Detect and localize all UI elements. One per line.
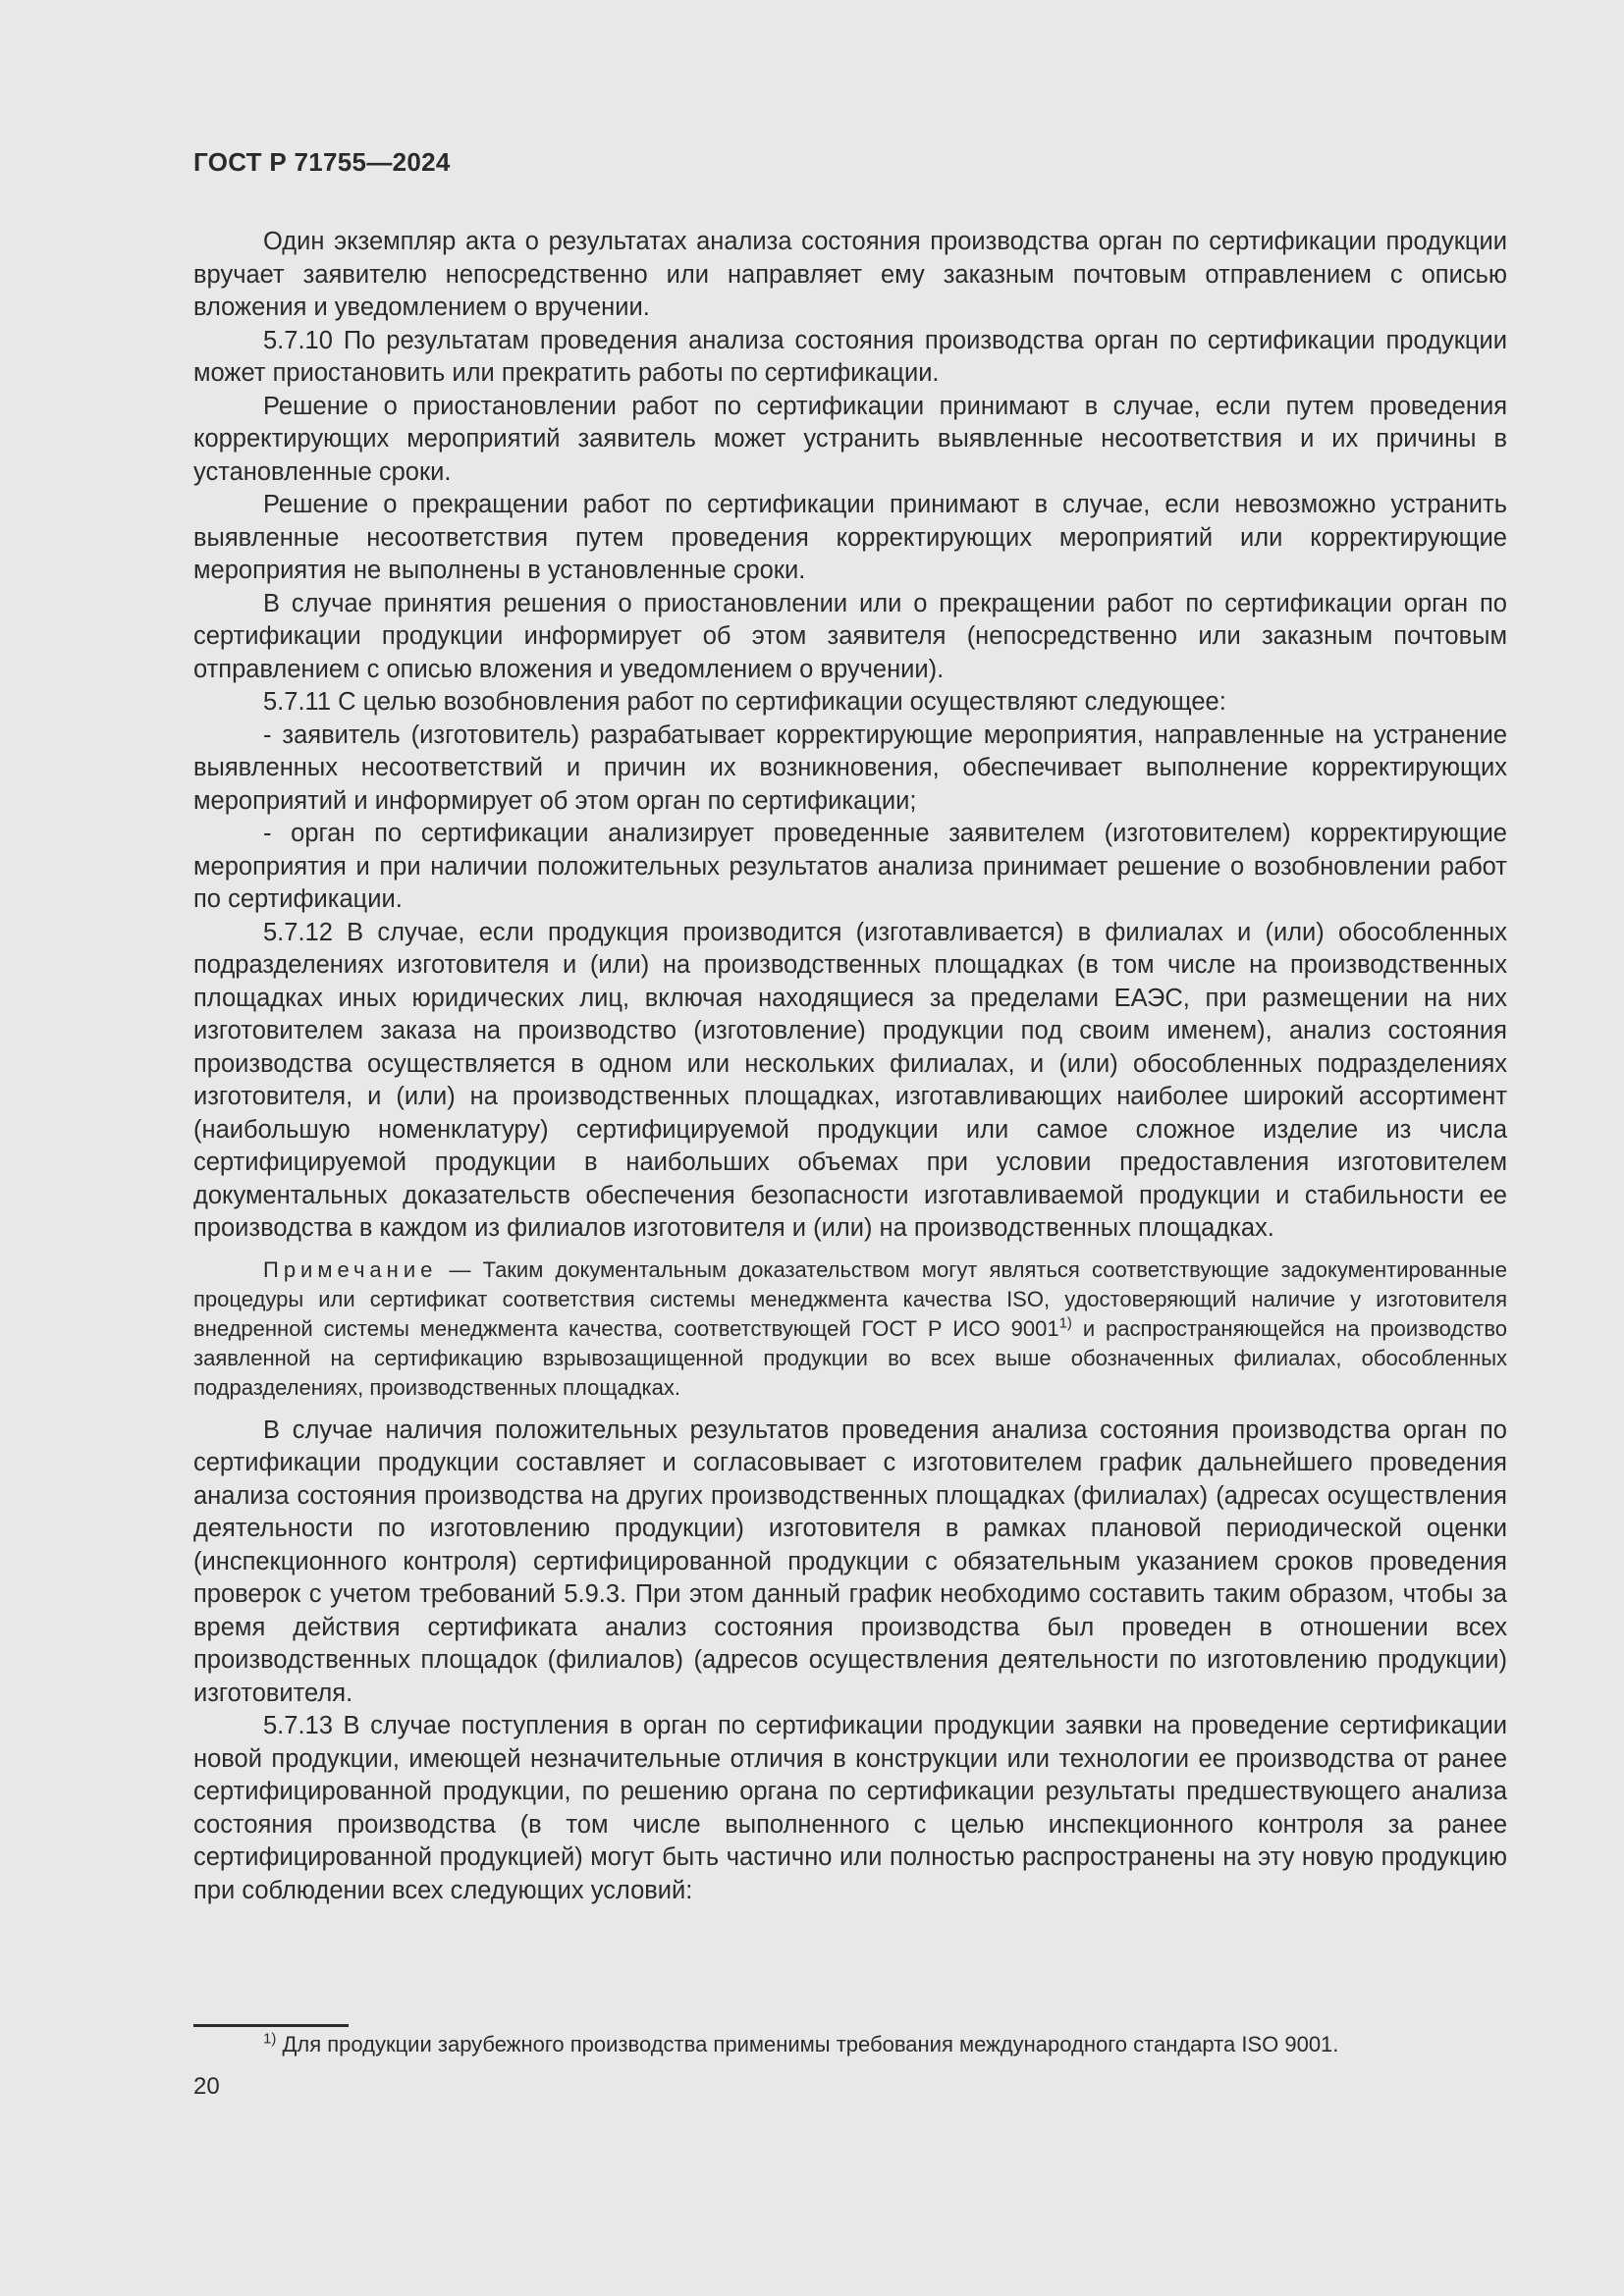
note-block — [193, 1255, 1507, 1403]
footnote-reference: 1) — [1058, 1314, 1072, 1332]
paragraph: В случае принятия решения о приостановлении или о прекращении работ по сертификации орган по сертификации продукции информирует об этом заявителя (непосредственно или заказным почтовым отправлением с описью вложения и уведомлением о вручении). — [193, 589, 1507, 683]
footnote-divider — [193, 2024, 349, 2027]
footnote — [263, 2030, 1510, 2059]
document-header-title: ГОСТ Р 71755—2024 — [193, 147, 451, 177]
page-number: 20 — [193, 2073, 220, 2100]
paragraph: Один экземпляр акта о результатах анализа состояния производства орган по сертификации продукции вручает заявителю непосредственно или направляет ему заказным почтовым отправлением с описью вложения и уведомлением о вручении. — [193, 228, 1507, 321]
paragraph: В случае наличия положительных результатов проведения анализа состояния производства орган по сертификации продукции составляет и согласовывает с изготовителем график дальнейшего проведения анализа состояния производства на других производственных площадках (филиалах) (адресах осуществления деятельности по изготовлению продукции) изготовителя в рамках плановой периодической оценки (инспекционного контроля) сертифицированной продукции с обязательным указанием сроков проведения проверок с учетом требований 5.9.3. При этом данный график необходимо составить таким образом, чтобы за время действия сертификата анализ состояния производства был проведен в отношении всех производственных площадок (филиалов) (адресов осуществления деятельности по изготовлению продукции) изготовителя. — [193, 1415, 1507, 1707]
list-item: - орган по сертификации анализирует проведенные заявителем (изготовителем) корректирующие мероприятия и при наличии положительных результатов анализа принимает решение о возобновлении работ по сертификации. — [193, 820, 1507, 913]
note-text: — Таким документальным доказательством могут являться соответствующие задокументированные процедуры или сертификат соответствия системы менеджмента качества ISO, удостоверяющий наличие у изготовителя внедренной системы менеджмента качества, соответствующей ГОСТ Р ИСО 9001 — [193, 1256, 1507, 1341]
paragraph: 5.7.13 В случае поступления в орган по сертификации продукции заявки на проведение сертификации новой продукции, имеющей незначительные отличия в конструкции или технологии ее производства от ранее сертифицированной продукции, по решению органа по сертификации результаты предшествующего анализа состояния производства (в том числе выполненного с целью инспекционного контроля за ранее сертифицированной продукцией) могут быть частично или полностью распространены на эту новую продукцию при соблюдении всех следующих условий: — [193, 1712, 1507, 1904]
footnote-marker: 1) — [263, 2030, 277, 2048]
paragraph: Решение о приостановлении работ по сертификации принимают в случае, если путем проведения корректирующих мероприятий заявитель может устранить выявленные несоответствия и их причины в установленные сроки. — [193, 392, 1507, 486]
list-item: - заявитель (изготовитель) разрабатывает корректирующие мероприятия, направленные на устранение выявленных несоответствий и причин их возникновения, обеспечивает выполнение корректирующих мероприятий и информирует об этом орган по сертификации; — [193, 721, 1507, 815]
document-body — [193, 226, 1507, 1907]
paragraph: 5.7.10 По результатам проведения анализа состояния производства орган по сертификации продукции может приостановить или прекратить работы по сертификации. — [193, 326, 1507, 387]
paragraph: 5.7.11 С целью возобновления работ по сертификации осуществляют следующее: — [263, 688, 1226, 716]
note-text-continued: и распространяющейся на производство заявленной на сертификацию взрывозащищенной продукции во всех выше обозначенных филиалах, обособленных подразделениях, производственных площадках. — [193, 1315, 1508, 1400]
note-label: Примечание — [263, 1256, 438, 1282]
paragraph: 5.7.12 В случае, если продукция производится (изготавливается) в филиалах и (или) обособленных подразделениях изготовителя и (или) на производственных площадках (в том числе на производственных площадках иных юридических лиц, включая находящиеся за пределами ЕАЭС, при размещении на них изготовителем заказа на производство (изготовление) продукции под своим именем), анализ состояния производства осуществляется в одном или нескольких филиалах, и (или) обособленных подразделениях изготовителя, и (или) на производственных площадках, изготавливающих наиболее широкий ассортимент (наибольшую номенклатуру) сертифицируемой продукции или самое сложное изделие из числа сертифицируемой продукции в наибольших объемах при условии предоставления изготовителем документальных доказательств обеспечения безопасности изготавливаемой продукции и стабильности ее производства в каждом из филиалов изготовителя и (или) на производственных площадках. — [193, 918, 1507, 1242]
footnote-text: Для продукции зарубежного производства применимы требования международного стандарта ISO 9001. — [276, 2032, 1339, 2056]
paragraph: Решение о прекращении работ по сертификации принимают в случае, если невозможно устранить выявленные несоответствия путем проведения корректирующих мероприятий или корректирующие мероприятия не выполнены в установленные сроки. — [193, 491, 1507, 584]
